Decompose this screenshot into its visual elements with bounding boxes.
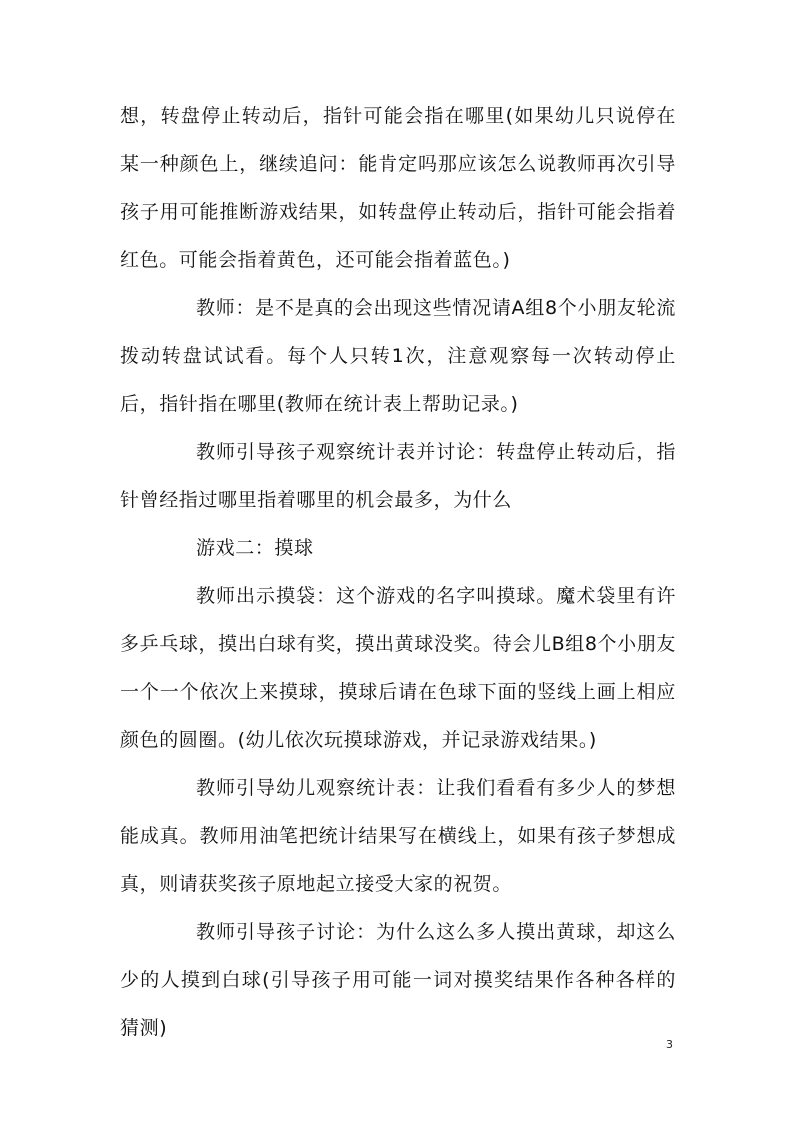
document-body bbox=[120, 92, 676, 1052]
paragraph-teacher-spinner-trial: 教师：是不是真的会出现这些情况请A组8个小朋友轮流拨动转盘试试看。每个人只转1次，注意观察每一次转动停止后，指针指在哪里(教师在统计表上帮助记录。) bbox=[120, 297, 676, 415]
paragraph-statistics-review: 教师引导幼儿观察统计表：让我们看看有多少人的梦想能成真。教师用油笔把统计结果写在横线上，如果有孩子梦想成真，则请获奖孩子原地起立接受大家的祝贺。 bbox=[120, 777, 676, 895]
paragraph-continuation: 想，转盘停止转动后，指针可能会指在哪里(如果幼儿只说停在某一种颜色上，继续追问：能肯定吗那应该怎么说教师再次引导孩子用可能推断游戏结果，如转盘停止转动后，指针可能会指着红色。可能会指着黄色，还可能会指着蓝色。) bbox=[120, 105, 676, 271]
paragraph-ball-discussion: 教师引导孩子讨论：为什么这么多人摸出黄球，却这么少的人摸到白球(引导孩子用可能一词对摸奖结果作各种各样的猜测) bbox=[120, 921, 676, 1039]
page-number: 3 bbox=[666, 1038, 673, 1051]
section-heading-game-two: 游戏二：摸球 bbox=[196, 537, 314, 559]
paragraph-spinner-discussion: 教师引导孩子观察统计表并讨论：转盘停止转动后，指针曾经指过哪里指着哪里的机会最多，为什么 bbox=[120, 441, 676, 511]
paragraph-ball-game-intro: 教师出示摸袋：这个游戏的名字叫摸球。魔术袋里有许多乒乓球，摸出白球有奖，摸出黄球没奖。待会儿B组8个小朋友一个一个依次上来摸球，摸球后请在色球下面的竖线上画上相应颜色的圆圈。(幼儿依次玩摸球游戏，并记录游戏结果。) bbox=[120, 585, 676, 751]
